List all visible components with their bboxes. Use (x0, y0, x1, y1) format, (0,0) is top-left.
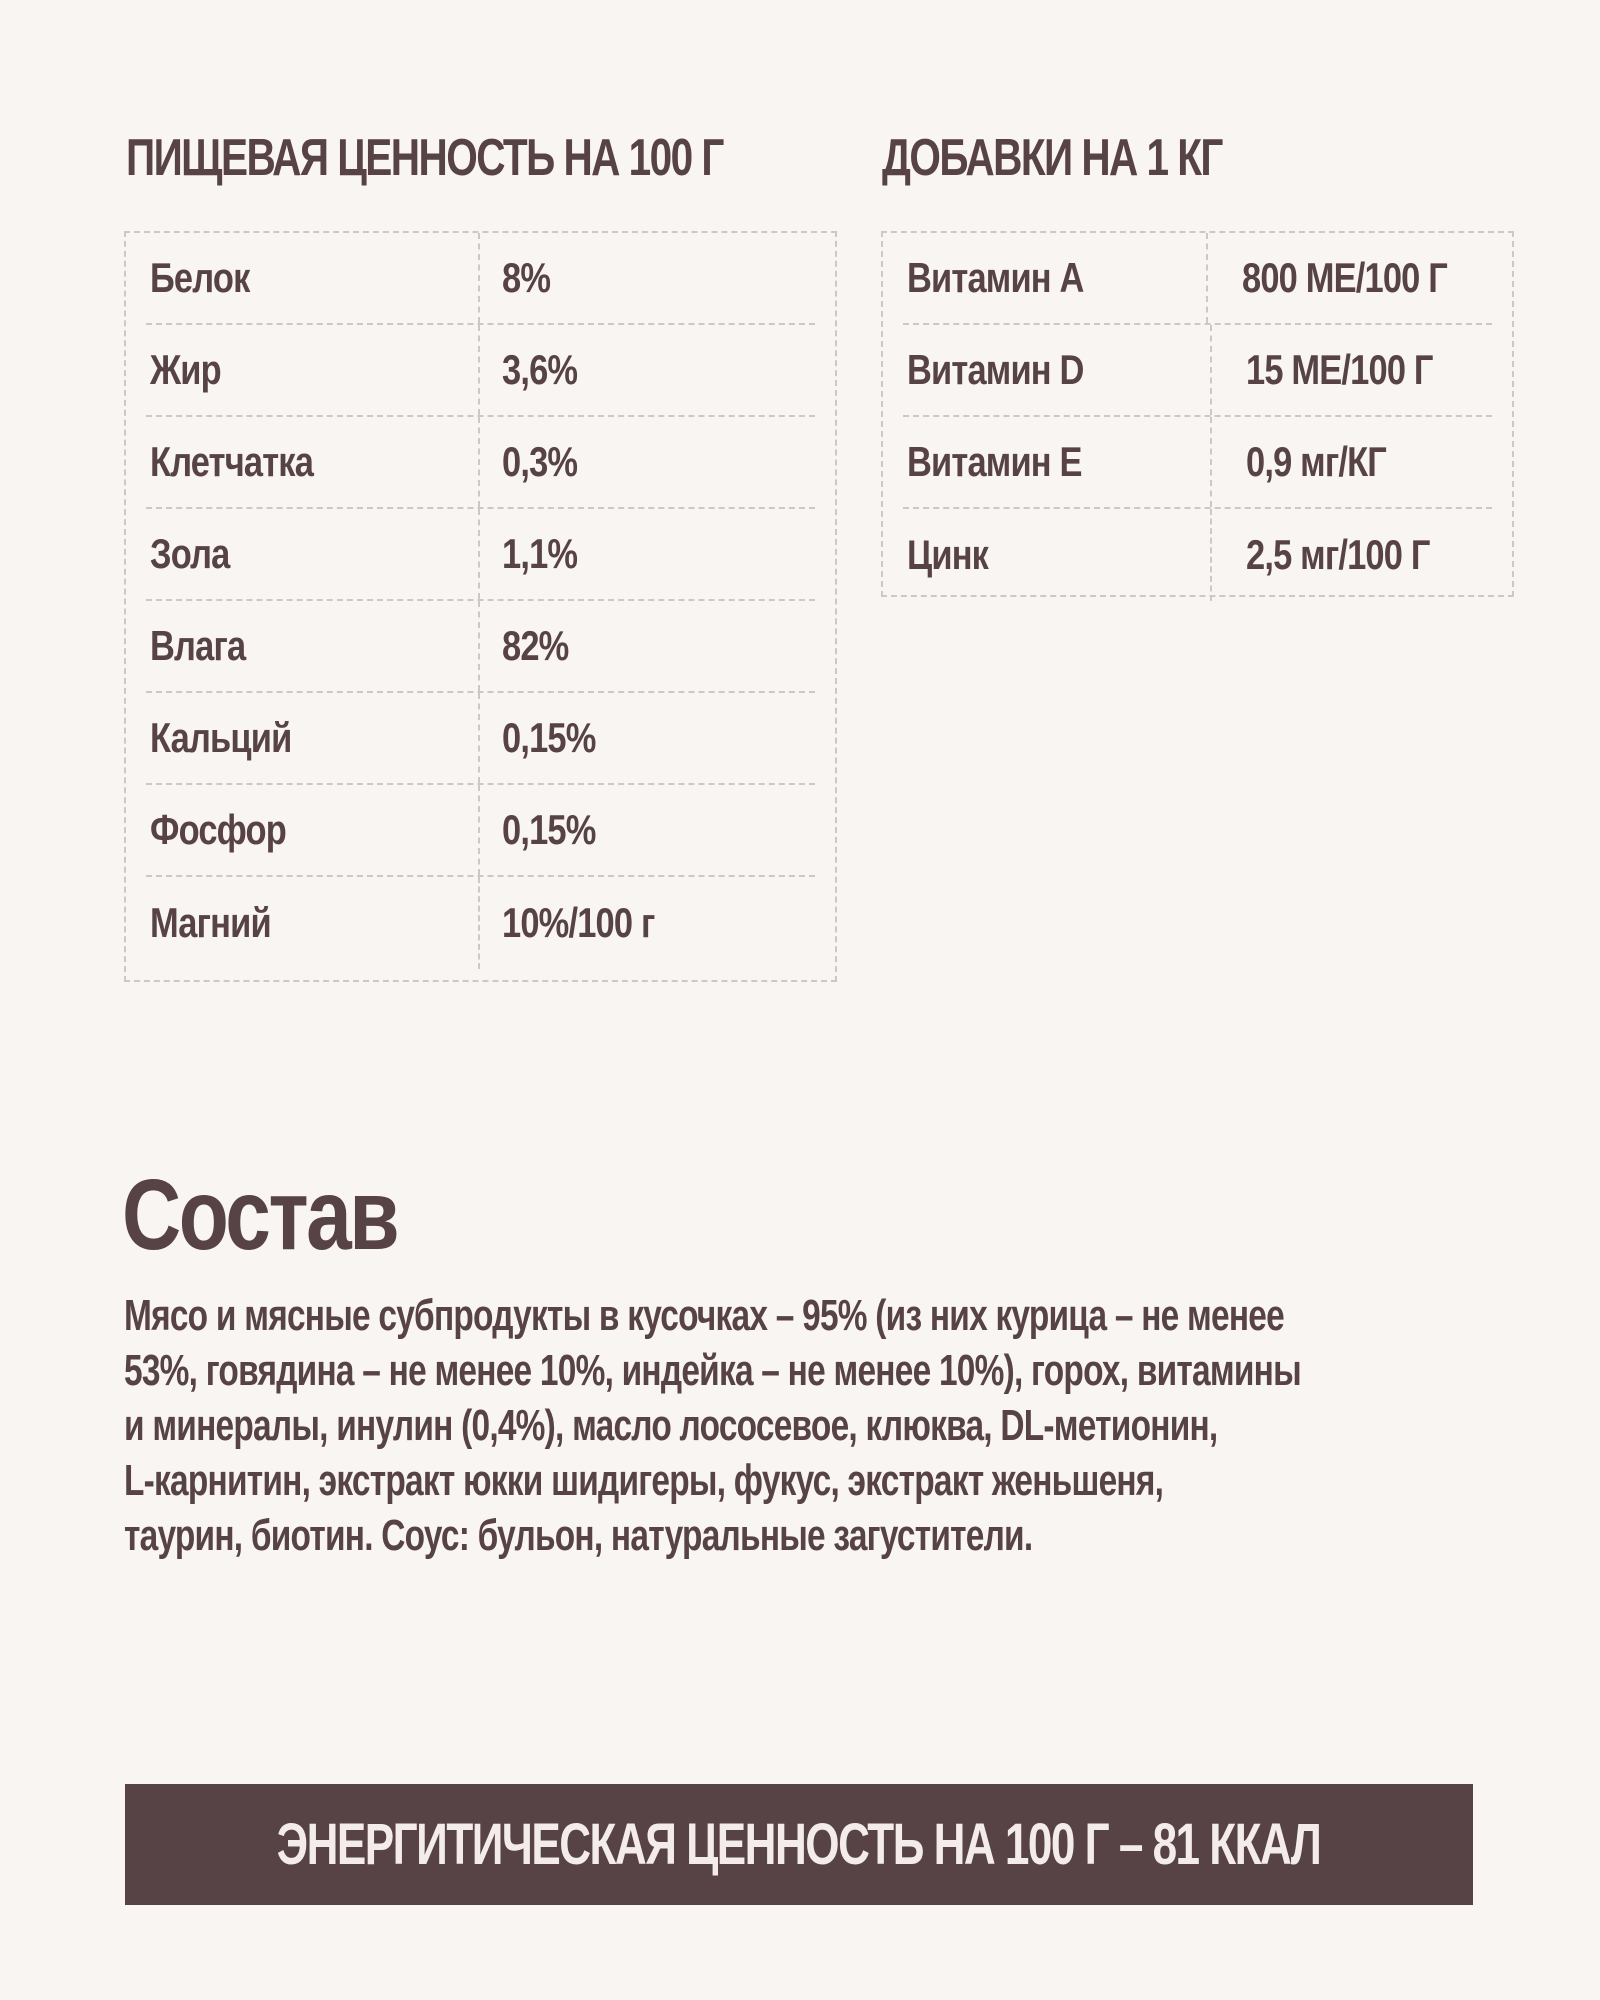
composition-line: 53%, говядина – не менее 10%, индейка – не менее 10%), горох, витамины (124, 1346, 1301, 1395)
table-row (146, 601, 815, 693)
nutrition-table (124, 231, 837, 982)
nutrient-value: 8% (502, 254, 551, 301)
nutrient-name: Белок (150, 254, 250, 301)
nutrient-value: 0,3% (502, 438, 578, 485)
nutrient-name: Влага (150, 622, 246, 669)
nutrient-value: 0,15% (502, 806, 596, 853)
composition-line: таурин, биотин. Соус: бульон, натуральные загустители. (124, 1511, 1033, 1560)
table-row (903, 325, 1492, 417)
table-row (903, 417, 1492, 509)
additive-value: 15 МЕ/100 Г (1246, 346, 1433, 393)
additive-name: Витамин Е (907, 438, 1082, 485)
additive-value: 0,9 мг/КГ (1246, 438, 1387, 485)
table-row (903, 509, 1492, 601)
nutrient-name: Зола (150, 530, 230, 577)
additive-name: Витамин D (907, 346, 1084, 393)
nutrient-value: 82% (502, 622, 569, 669)
table-row (146, 233, 815, 325)
additive-value: 800 МЕ/100 Г (1242, 254, 1448, 301)
additive-value: 2,5 мг/100 Г (1246, 531, 1430, 578)
table-row (146, 693, 815, 785)
table-row (146, 325, 815, 417)
additive-name: Цинк (907, 531, 989, 578)
nutrient-name: Фосфор (150, 806, 286, 853)
nutrient-name: Кальций (150, 714, 292, 761)
nutrient-name: Клетчатка (150, 438, 314, 485)
additives-table (881, 231, 1514, 597)
table-row (146, 785, 815, 877)
composition-line: Мясо и мясные субпродукты в кусочках – 95% (из них курица – не менее (124, 1291, 1284, 1340)
composition-line: L-карнитин, экстракт юкки шидигеры, фукус, экстракт женьшеня, (124, 1456, 1164, 1505)
table-row (146, 509, 815, 601)
table-row (146, 877, 815, 969)
nutrient-name: Жир (150, 346, 221, 393)
nutrient-value: 3,6% (502, 346, 578, 393)
composition-text (124, 1288, 1492, 1563)
table-row (146, 417, 815, 509)
composition-line: и минералы, инулин (0,4%), масло лососевое, клюква, DL-метионин, (124, 1401, 1218, 1450)
additive-name: Витамин А (907, 254, 1084, 301)
energy-label: ЭНЕРГИТИЧЕСКАЯ ЦЕННОСТЬ НА 100 Г – 81 ККАЛ (277, 1812, 1321, 1877)
table-row (903, 233, 1492, 325)
nutrition-title: ПИЩЕВАЯ ЦЕННОСТЬ НА 100 Г (126, 129, 723, 187)
nutrient-value: 1,1% (502, 530, 578, 577)
nutrient-value: 0,15% (502, 714, 596, 761)
nutrient-value: 10%/100 г (502, 899, 655, 946)
energy-banner (125, 1784, 1473, 1905)
composition-title: Состав (122, 1159, 398, 1271)
nutrient-name: Магний (150, 899, 271, 946)
additives-title: ДОБАВКИ НА 1 КГ (882, 129, 1222, 187)
